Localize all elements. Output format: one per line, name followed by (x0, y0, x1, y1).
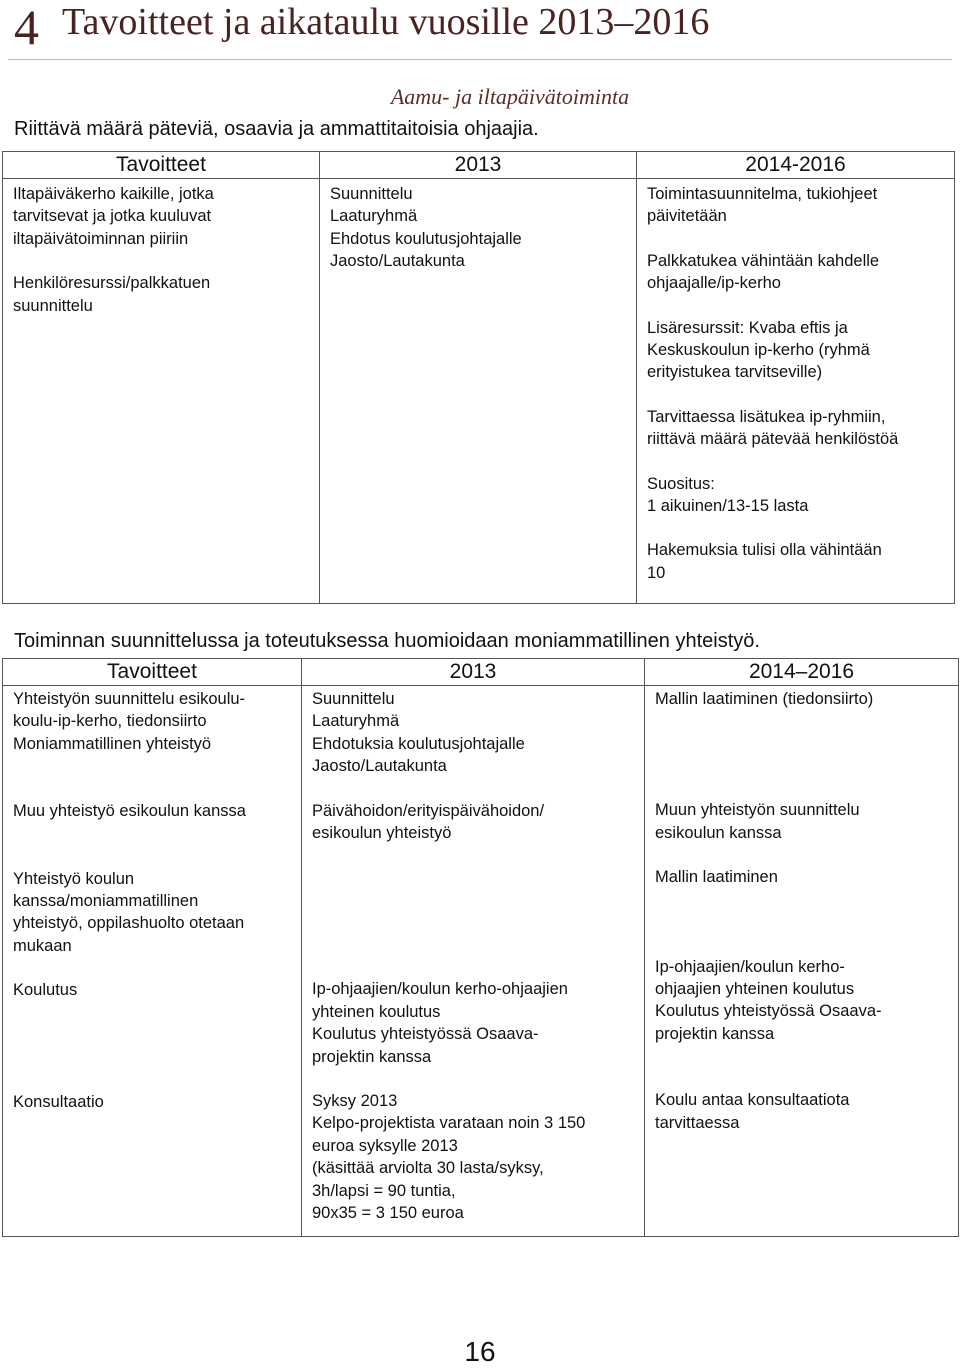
intro-text: Riittävä määrä päteviä, osaavia ja ammattitaitoisia ohjaajia. (14, 118, 539, 140)
text-line: Laaturyhmä (330, 207, 418, 226)
text-line: Yhteistyö koulun (13, 869, 135, 888)
table2-cell-goals (3, 686, 302, 1237)
text-line: Ip-ohjaajien/koulun kerho- (655, 957, 845, 976)
text-line: Suunnittelu (330, 185, 413, 203)
text-line: Mallin laatiminen (655, 868, 778, 887)
text-line: Palkkatukea vähintään kahdelle (647, 251, 880, 270)
table2-cell-2013 (302, 686, 645, 1237)
text-line: projektin kanssa (312, 1047, 432, 1066)
text-line: 3h/lapsi = 90 tuntia, (312, 1181, 456, 1200)
text-line: mukaan (13, 936, 72, 955)
text-line: Koulutus yhteistyössä Osaava- (312, 1025, 539, 1044)
text-line: tarvitsevat ja jotka kuuluvat (13, 207, 212, 226)
text-line: Ip-ohjaajien/koulun kerho-ohjaajien (312, 980, 568, 999)
text-line: Tarvittaessa lisätukea ip-ryhmiin, (647, 407, 886, 426)
table2-cell-2014-2016 (645, 686, 959, 1237)
goals-table-1 (2, 151, 955, 604)
text-line: euroa syksylle 2013 (312, 1136, 458, 1155)
text-line: Hakemuksia tulisi olla vähintään (647, 541, 882, 560)
text-line: (käsittää arviolta 30 lasta/syksy, (312, 1159, 544, 1178)
text-line: koulu-ip-kerho, tiedonsiirto (13, 712, 207, 731)
text-line: Suunnittelu (312, 690, 395, 708)
text-line: Muun yhteistyön suunnittelu (655, 801, 860, 820)
table1-cell-goals (3, 179, 320, 604)
text-line: Jaosto/Lautakunta (330, 252, 465, 271)
text-line: yhteinen koulutus (312, 1002, 441, 1021)
text-line: 1 aikuinen/13-15 lasta (647, 497, 809, 516)
text-line: Jaosto/Lautakunta (312, 757, 447, 776)
text-line: Mallin laatiminen (tiedonsiirto) (655, 690, 874, 708)
text-line: Ehdotus koulutusjohtajalle (330, 229, 522, 248)
text-line: 10 (647, 563, 666, 582)
text-line: Toimintasuunnitelma, tukiohjeet (647, 185, 878, 203)
table1-cell-2014-2016 (637, 179, 955, 604)
text-line: riittävä määrä pätevää henkilöstöä (647, 430, 899, 449)
text-line: suunnittelu (13, 296, 93, 315)
text-line: Moniammatillinen yhteistyö (13, 734, 212, 753)
section-heading (8, 0, 952, 58)
table1-header-2014-2016: 2014-2016 (637, 152, 955, 179)
text-line: kanssa/moniammatillinen (13, 892, 199, 911)
table2-header-2014-2016: 2014–2016 (645, 659, 959, 686)
section-title: Tavoitteet ja aikataulu vuosille 2013–2016 (62, 1, 710, 43)
text-line: ohjaajalle/ip-kerho (647, 274, 781, 293)
text-line: Laaturyhmä (312, 712, 400, 731)
text-line: Koulutus yhteistyössä Osaava- (655, 1002, 882, 1021)
text-line: tarvittaessa (655, 1113, 740, 1132)
text-line: Kelpo-projektista varataan noin 3 150 (312, 1114, 586, 1133)
text-line: iltapäivätoiminnan piiriin (13, 229, 189, 248)
text-line: Ehdotuksia koulutusjohtajalle (312, 734, 525, 753)
text-line: päivitetään (647, 207, 727, 226)
text-line: Päivähoidon/erityispäivähoidon/ (312, 801, 545, 820)
text-line: yhteistyö, oppilashuolto otetaan (13, 914, 245, 933)
text-line: 90x35 = 3 150 euroa (312, 1204, 464, 1223)
table1-cell-2013 (320, 179, 637, 604)
text-line: Koulutus (13, 981, 78, 1000)
text-line: Iltapäiväkerho kaikille, jotka (13, 185, 214, 203)
text-line: projektin kanssa (655, 1024, 775, 1043)
subtitle: Aamu- ja iltapäivätoiminta (390, 84, 630, 109)
table1-header-2013: 2013 (320, 152, 637, 179)
text-line: Koulu antaa konsultaatiota (655, 1091, 850, 1110)
goals-table-2 (2, 658, 959, 1237)
table2-header-goals: Tavoitteet (3, 659, 302, 686)
text-line: Keskuskoulun ip-kerho (ryhmä (647, 341, 870, 360)
table2-header-2013: 2013 (302, 659, 645, 686)
text-line: esikoulun kanssa (655, 823, 782, 842)
text-line: Yhteistyön suunnittelu esikoulu- (13, 690, 246, 708)
text-line: Syksy 2013 (312, 1092, 398, 1111)
text-line: Muu yhteistyö esikoulun kanssa (13, 802, 246, 821)
text-line: Lisäresurssit: Kvaba eftis ja (647, 318, 848, 337)
section-number: 4 (14, 0, 39, 55)
text-line: Konsultaatio (13, 1092, 104, 1111)
text-line: ohjaajien yhteinen koulutus (655, 980, 855, 999)
text-line: Suositus: (647, 474, 715, 493)
page-number: 16 (464, 1336, 496, 1367)
text-line: esikoulun yhteistyö (312, 824, 452, 843)
table1-header-goals: Tavoitteet (3, 152, 320, 179)
text-line: Henkilöresurssi/palkkatuen (13, 274, 211, 293)
text-line: erityistukea tarvitseville) (647, 363, 823, 382)
intro-text-2: Toiminnan suunnittelussa ja toteutuksessa huomioidaan moniammatillinen yhteistyö. (14, 630, 760, 652)
heading-divider (8, 59, 952, 60)
